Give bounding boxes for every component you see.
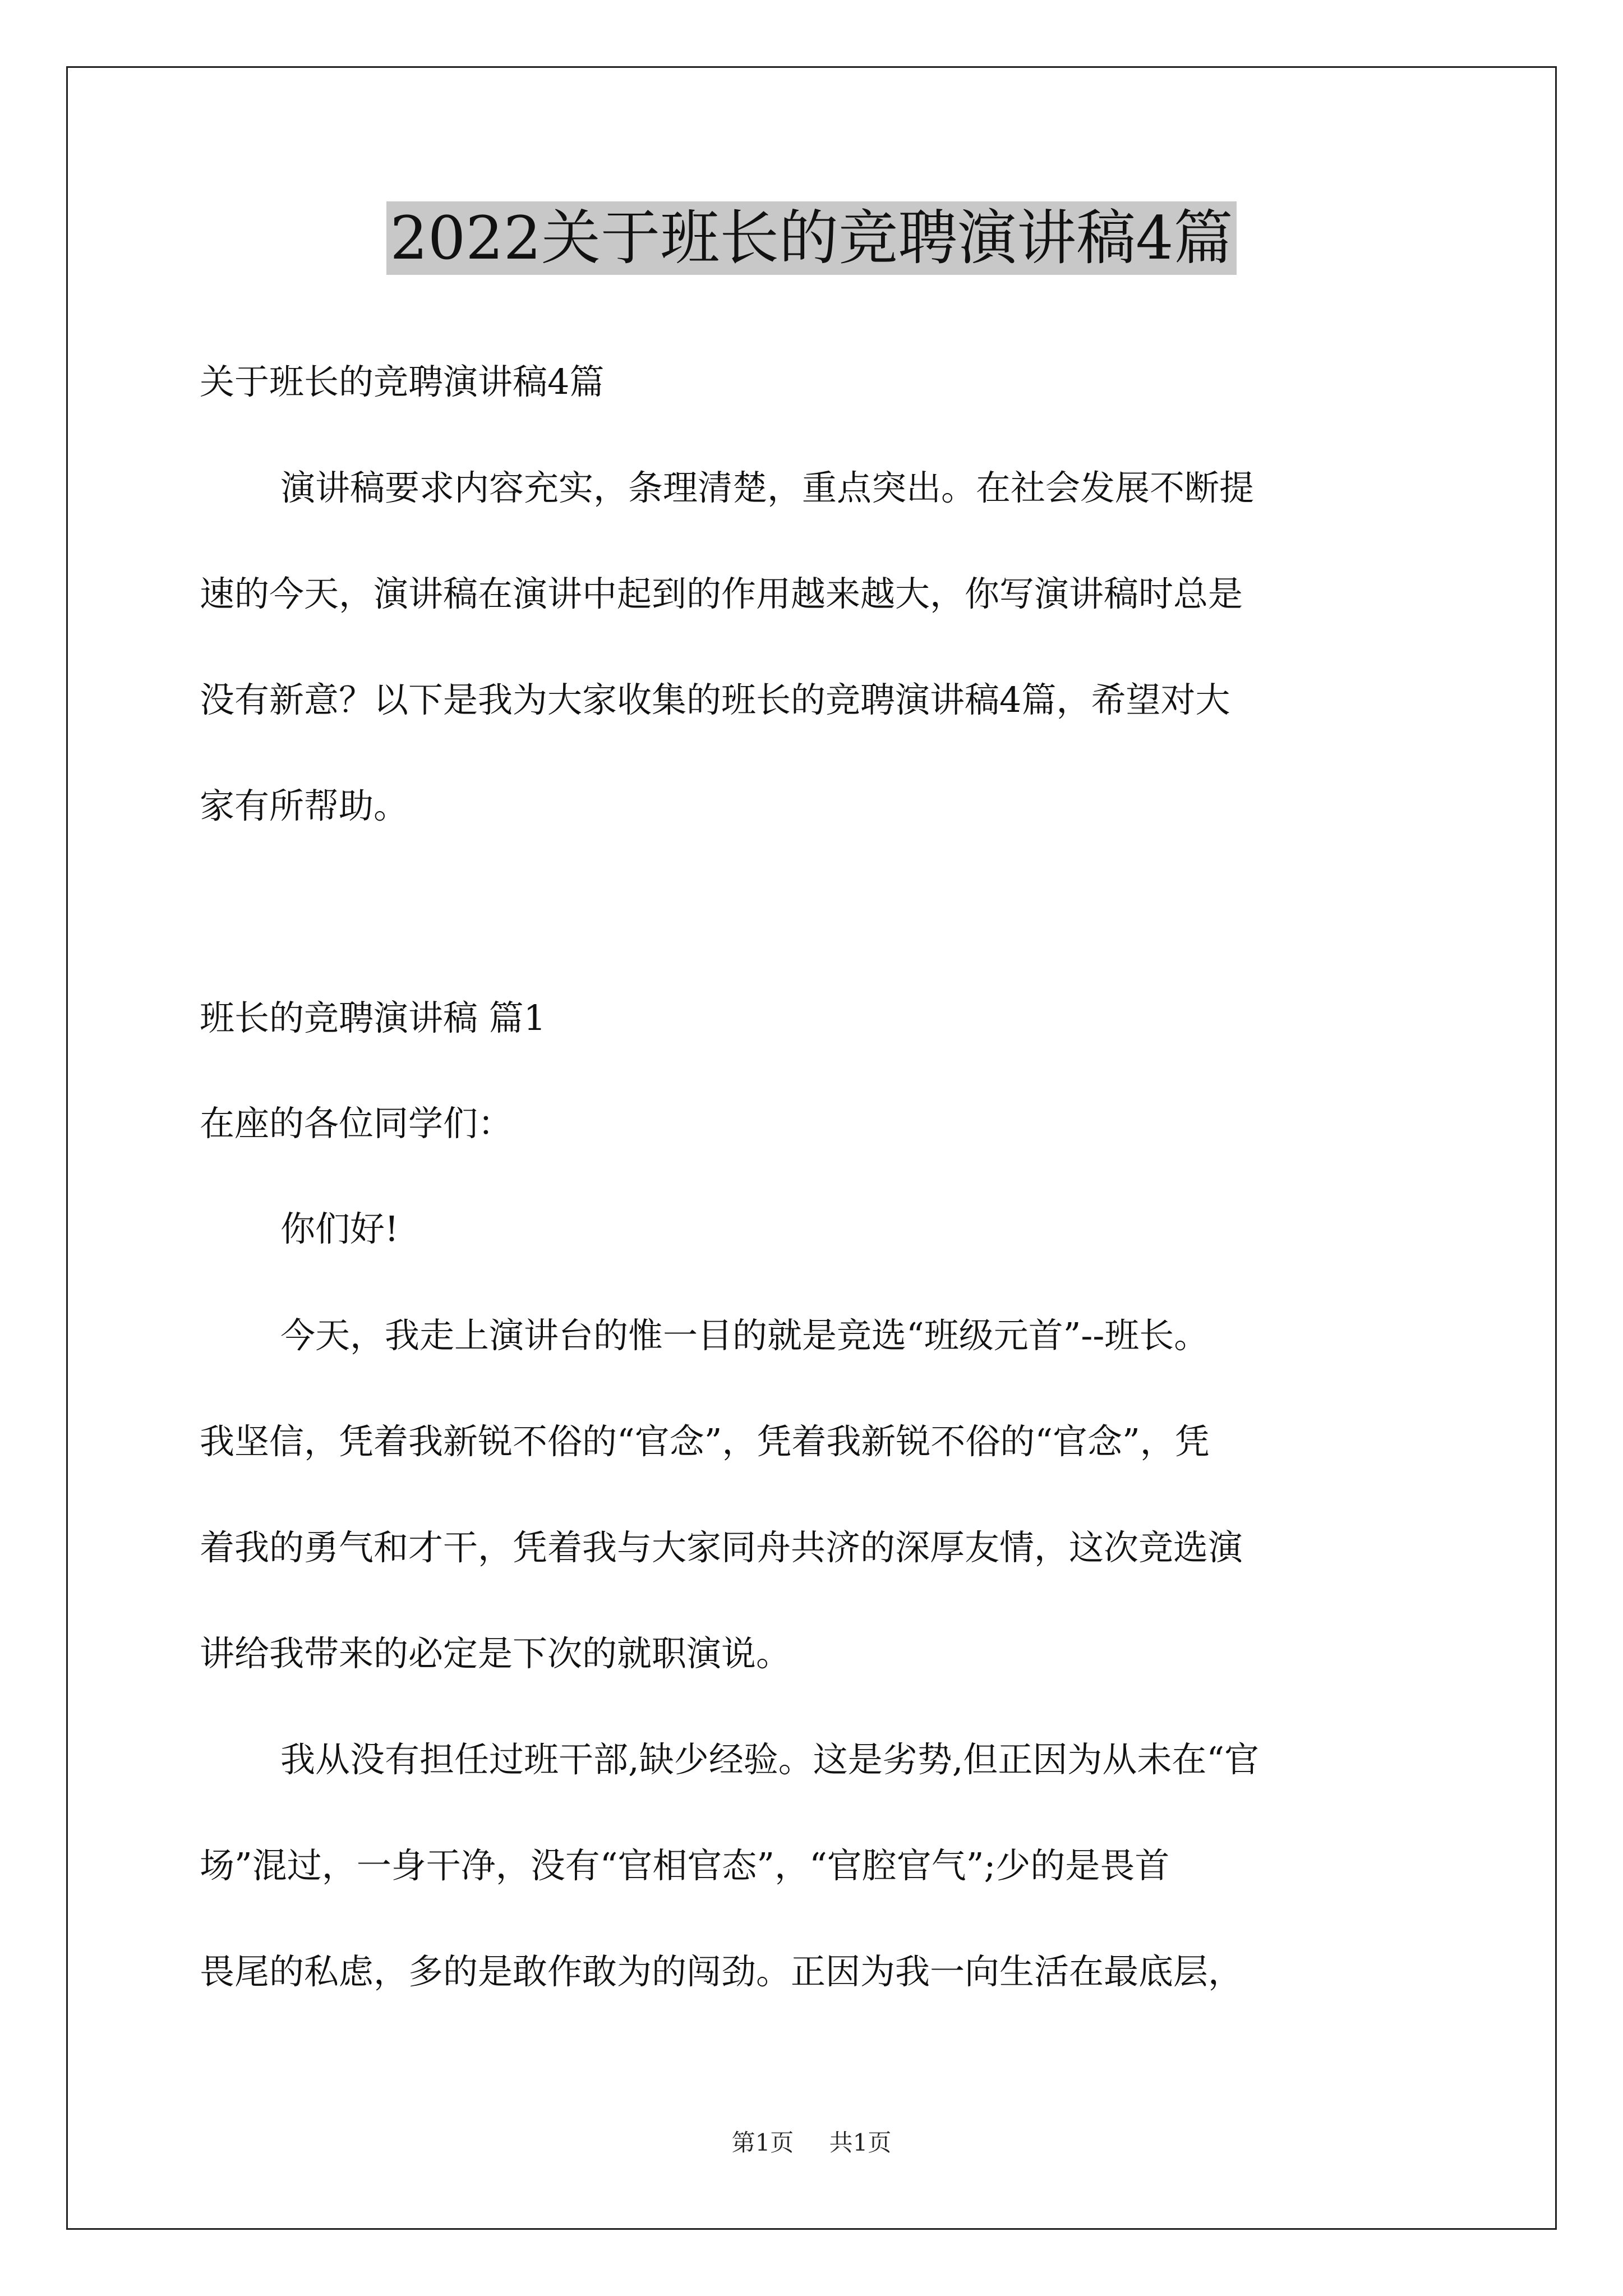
- page-footer: [0, 2126, 1623, 2160]
- greeting: 你们好!: [280, 1208, 399, 1249]
- paragraph2-line-2: 场”混过，一身干净，没有“官相官态”，“官腔官气”;少的是畏首: [200, 1845, 1170, 1886]
- page-number: 第1页: [731, 2129, 794, 2156]
- intro-line-4: 家有所帮助。: [200, 785, 409, 826]
- section-heading: 班长的竞聘演讲稿 篇1: [200, 997, 546, 1038]
- paragraph2-line-1: 我从没有担任过班干部,缺少经验。这是劣势,但正因为从未在“官: [280, 1739, 1260, 1780]
- paragraph1-line-1: 今天，我走上演讲台的惟一目的就是竞选“班级元首”--班长。: [280, 1315, 1209, 1356]
- intro-line-1: 演讲稿要求内容充实，条理清楚，重点突出。在社会发展不断提: [280, 467, 1255, 508]
- document-title: [0, 196, 1623, 280]
- intro-line-2: 速的今天，演讲稿在演讲中起到的作用越来越大，你写演讲稿时总是: [200, 573, 1243, 614]
- paragraph1-line-4: 讲给我带来的必定是下次的就职演说。: [200, 1633, 791, 1674]
- salutation: 在座的各位同学们：: [200, 1103, 513, 1144]
- intro-line-3: 没有新意？以下是我为大家收集的班长的竞聘演讲稿4篇，希望对大: [200, 679, 1230, 720]
- page-total: 共1页: [829, 2129, 892, 2156]
- paragraph1-line-3: 着我的勇气和才干，凭着我与大家同舟共济的深厚友情，这次竞选演: [200, 1527, 1243, 1568]
- paragraph1-line-2: 我坚信，凭着我新锐不俗的“官念”，凭着我新锐不俗的“官念”，凭: [200, 1421, 1210, 1462]
- document-subtitle: 关于班长的竞聘演讲稿4篇: [200, 361, 605, 402]
- paragraph2-line-3: 畏尾的私虑，多的是敢作敢为的闯劲。正因为我一向生活在最底层，: [200, 1951, 1243, 1992]
- document-title-text: 2022关于班长的竞聘演讲稿4篇: [386, 201, 1236, 275]
